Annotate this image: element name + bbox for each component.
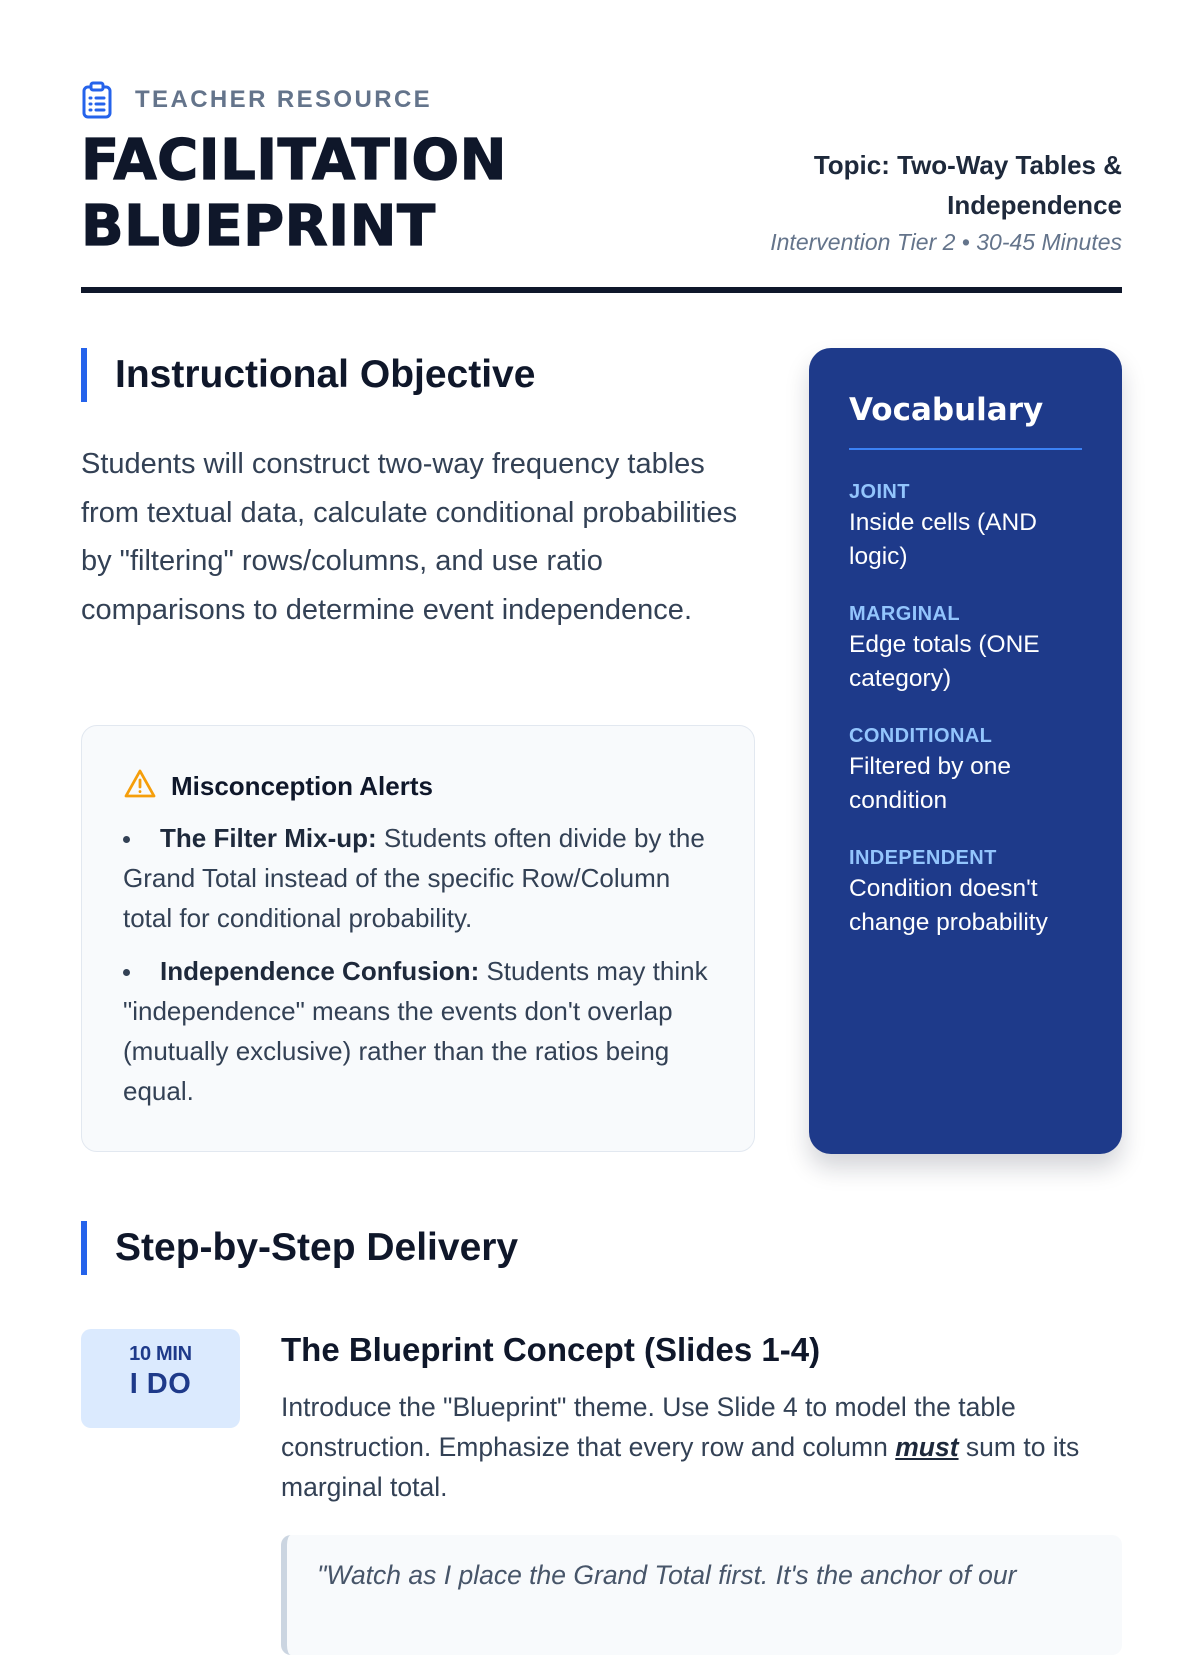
misconception-alerts [81, 725, 755, 1152]
vocab-term: INDEPENDENT [849, 847, 997, 869]
section-accent-bar [81, 1221, 87, 1275]
vocab-term: JOINT [849, 481, 910, 503]
alert-text: Students may think "independence" means the events don't overlap (mutually exclusive) rather than the ratios being equal. [123, 956, 708, 1106]
vocabulary-title: Vocabulary [849, 388, 1082, 450]
clipboard-list-icon [81, 80, 117, 120]
objective-heading [81, 348, 535, 402]
title-line-1: FACILITATION [81, 128, 507, 193]
topic-meta [702, 145, 1122, 257]
alert-label: The Filter Mix-up: [160, 823, 377, 853]
alerts-header [123, 766, 714, 806]
list-item [123, 951, 714, 1111]
section-title: Instructional Objective [115, 353, 536, 396]
teacher-script-quote: "Watch as I place the Grand Total first. It's the anchor of our [281, 1535, 1122, 1655]
step-emphasis: must [895, 1432, 959, 1462]
header-divider [81, 287, 1122, 293]
vocabulary-card [809, 348, 1122, 1154]
topic-label [702, 145, 1122, 225]
objective-text: Students will construct two-way frequency tables from textual data, calculate conditional probabilities by "filtering" rows/columns, and use ratio comparisons to determine event independence. [81, 448, 738, 626]
vocabulary-list [849, 478, 1082, 940]
step-title: The Blueprint Concept (Slides 1-4) [281, 1331, 821, 1368]
step-text-end: sum to its marginal total. [281, 1432, 1080, 1502]
topic-line-1: Topic: Two-Way Tables & [813, 150, 1122, 180]
alerts-title: Misconception Alerts [171, 770, 433, 801]
delivery-heading [81, 1221, 518, 1275]
alerts-list [123, 818, 714, 1111]
eyebrow-label: TEACHER RESOURCE [135, 86, 433, 113]
vocab-definition: Filtered by one condition [849, 753, 1012, 814]
alert-text: Students often divide by the Grand Total instead of the specific Row/Column total for conditional probability. [123, 823, 705, 933]
step-time-badge [81, 1329, 240, 1428]
eyebrow [81, 80, 432, 120]
vocab-definition: Edge totals (ONE category) [849, 631, 1040, 692]
warning-triangle-icon [123, 768, 157, 805]
topic-line-2: Independence [947, 190, 1122, 220]
step-text-start: Introduce the "Blueprint" theme. Use Slide 4 to model the table construction. Emphasize that every row and column [281, 1392, 1016, 1462]
alert-label: Independence Confusion: [160, 956, 480, 986]
vocab-definition: Inside cells (AND logic) [849, 509, 1037, 570]
vocab-term: MARGINAL [849, 603, 960, 625]
page-title [81, 128, 507, 260]
vocab-definition: Condition doesn't change probability [849, 875, 1048, 936]
section-accent-bar [81, 348, 87, 402]
section-title: Step-by-Step Delivery [115, 1226, 519, 1269]
tier-duration: Intervention Tier 2 • 30-45 Minutes [770, 229, 1122, 255]
title-line-2: BLUEPRINT [81, 194, 436, 259]
list-item [123, 818, 714, 938]
step-duration: 10 MIN [129, 1343, 192, 1365]
step-mode: I DO [129, 1368, 192, 1400]
facilitation-page [81, 0, 1122, 1600]
vocab-term: CONDITIONAL [849, 725, 993, 747]
step-description [281, 1387, 1111, 1507]
